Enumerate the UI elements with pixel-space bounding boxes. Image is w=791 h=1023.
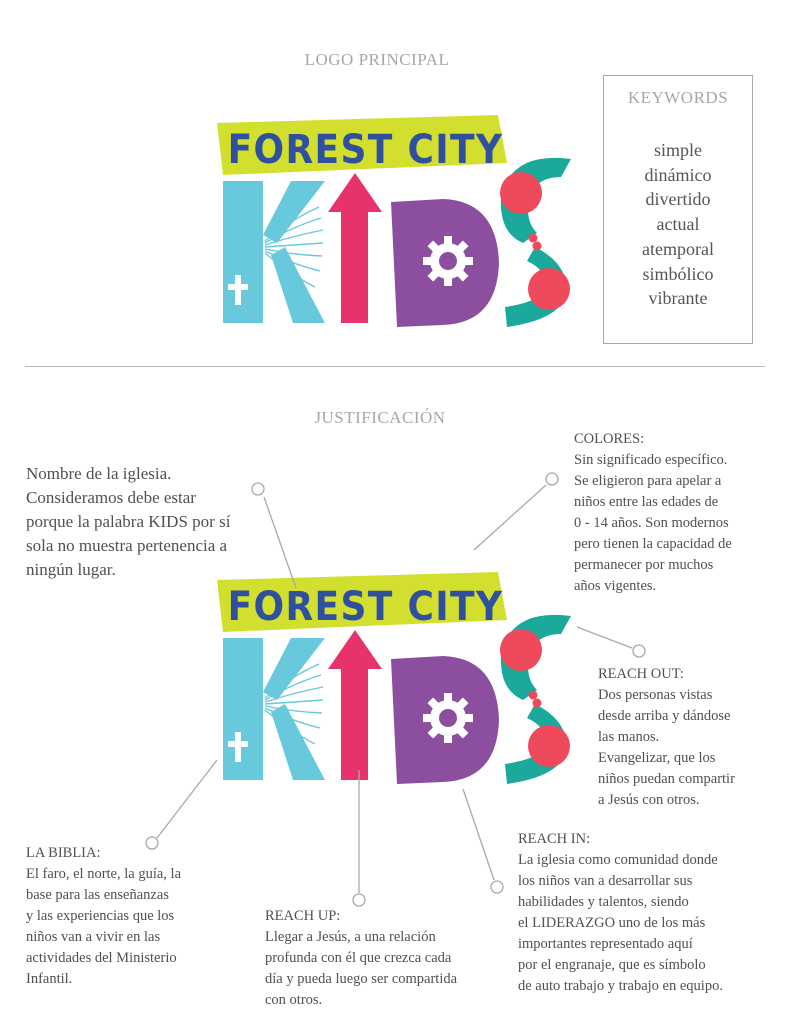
note-line: permanecer por muchos: [574, 557, 714, 573]
note-line: Evangelizar, que los: [598, 750, 716, 766]
keyword-item: atemporal: [642, 238, 714, 259]
note-line: niños van a vivir en las: [26, 929, 161, 945]
note-reach-in: [518, 829, 723, 997]
note-reach-up: [265, 906, 457, 1011]
note-nombre: [26, 462, 230, 582]
note-line: años vigentes.: [574, 578, 657, 594]
keyword-item: actual: [656, 214, 700, 235]
note-line: de auto trabajo y trabajo en equipo.: [518, 978, 723, 994]
note-line: pero tienen la capacidad de: [574, 536, 732, 552]
keywords-title: KEYWORDS: [627, 88, 729, 107]
keywords-list: [604, 138, 752, 311]
main-logo: [215, 115, 580, 335]
note-line: a Jesús con otros.: [598, 792, 700, 808]
note-line: las manos.: [598, 729, 660, 745]
note-colores: [574, 429, 732, 597]
note-line: El faro, el norte, la guía, la: [26, 866, 182, 882]
keyword-item: simbólico: [642, 263, 714, 284]
note-line: habilidades y talentos, siendo: [518, 894, 689, 910]
note-line: Nombre de la iglesia.: [26, 464, 172, 483]
note-line: base para las enseñanzas: [26, 887, 169, 903]
note-line: Consideramos debe estar: [26, 488, 196, 507]
note-line: Llegar a Jesús, a una relación: [265, 929, 436, 945]
note-line: día y pueda luego ser compartida: [265, 971, 458, 987]
note-line: Se eligieron para apelar a: [574, 473, 722, 489]
note-reach-out: [598, 664, 735, 811]
note-line: niños entre las edades de: [574, 494, 719, 510]
note-line: porque la palabra KIDS por sí: [26, 512, 231, 531]
callout-dot-reach-up: [353, 894, 365, 906]
keywords-box: [603, 75, 753, 344]
note-line: sola no muestra pertenencia a: [26, 536, 228, 555]
note-line: La iglesia como comunidad donde: [518, 852, 718, 868]
section-divider: [25, 366, 765, 367]
callout-dot-reach-out: [633, 645, 645, 657]
keyword-item: simple: [654, 140, 702, 160]
note-line: 0 - 14 años. Son modernos: [574, 515, 729, 531]
note-line: Dos personas vistas: [598, 687, 713, 703]
callout-dot-nombre: [252, 483, 264, 495]
keyword-item: divertido: [645, 189, 711, 210]
note-title: COLORES:: [574, 431, 645, 447]
note-title: LA BIBLIA:: [26, 845, 101, 861]
callout-dot-colores: [546, 473, 558, 485]
callout-dot-reach-in: [491, 881, 503, 893]
note-line: ningún lugar.: [26, 560, 116, 579]
note-title: REACH IN:: [518, 831, 591, 847]
note-line: importantes representado aquí: [518, 936, 693, 952]
note-line: el LIDERAZGO uno de los más: [518, 915, 706, 931]
annotated-logo: [215, 572, 580, 792]
note-line: por el engranaje, que es símbolo: [518, 957, 706, 973]
note-line: y las experiencias que los: [26, 908, 175, 924]
note-title: REACH OUT:: [598, 666, 684, 682]
note-line: con otros.: [265, 992, 323, 1008]
note-line: desde arriba y dándose: [598, 708, 731, 724]
logo-heading: LOGO PRINCIPAL: [304, 50, 450, 69]
note-line: Infantil.: [26, 971, 73, 987]
note-title: REACH UP:: [265, 908, 341, 924]
note-line: los niños van a desarrollar sus: [518, 873, 693, 889]
note-line: niños puedan compartir: [598, 771, 735, 787]
keyword-item: vibrante: [648, 288, 708, 309]
note-biblia: [26, 843, 181, 990]
note-line: profunda con él que crezca cada: [265, 950, 452, 966]
note-line: Sin significado específico.: [574, 452, 728, 468]
justification-heading: JUSTIFICACIÓN: [314, 408, 446, 427]
keyword-item: dinámico: [644, 164, 712, 185]
note-line: actividades del Ministerio: [26, 950, 177, 966]
